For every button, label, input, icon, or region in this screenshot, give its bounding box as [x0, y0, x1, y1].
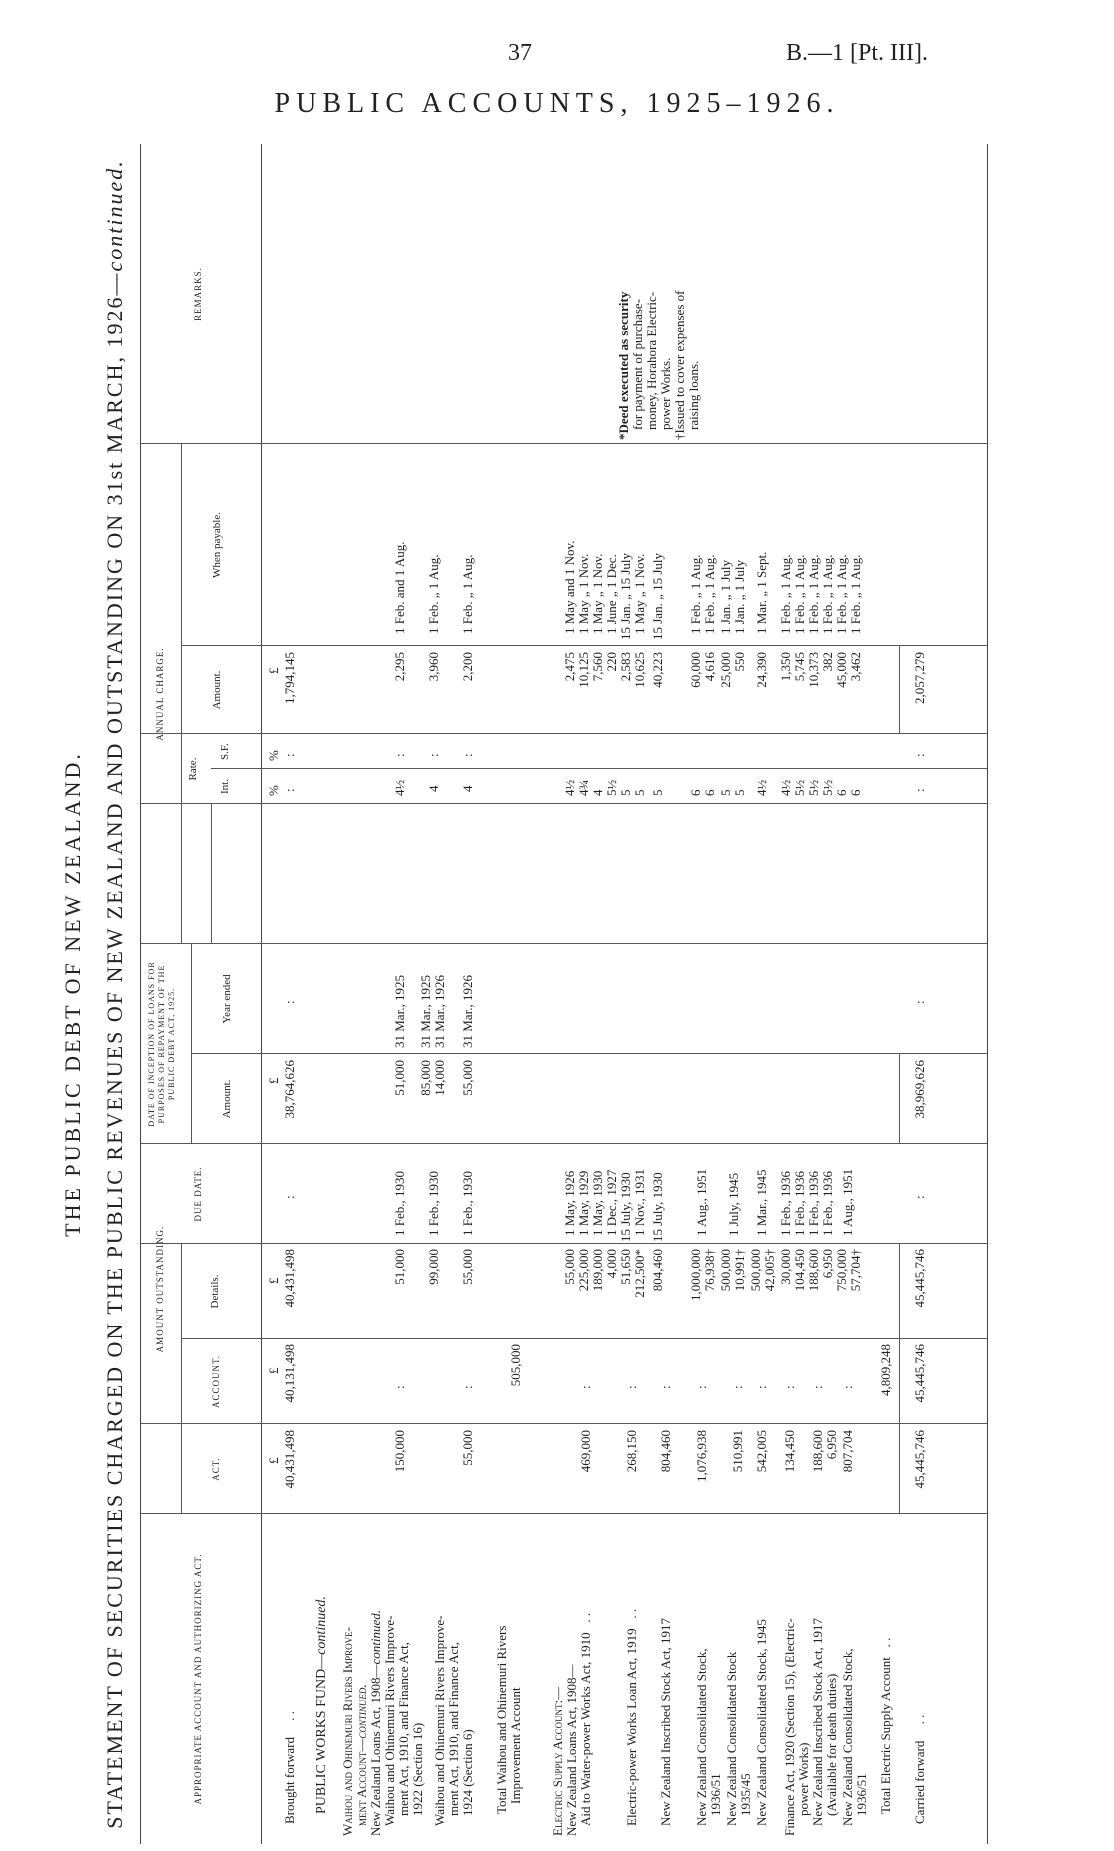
subsection-heading: Waihou and Ohinemuri Rivers Improve- [340, 1627, 355, 1836]
subsection-heading: Electric Supply Account:— [550, 1686, 565, 1836]
header-inception: DATE OF INCEPTION OF LOANS FOR PURPOSES OF REPAYMENT OF THE PUBLIC DEBT ACT, 1925. [147, 961, 176, 1127]
header-act: ACT. [211, 1457, 221, 1481]
page-number: 37 [508, 40, 532, 66]
header-account-col: ACCOUNT. [211, 1354, 221, 1409]
document-reference: B.—1 [Pt. III]. [786, 40, 928, 66]
header-when-payable: When payable. [211, 512, 223, 578]
table-subtitle: STATEMENT OF SECURITIES CHARGED ON THE PUBLIC REVENUES OF NEW ZEALAND AND OUTSTANDING ON 31st MARCH, 1926—continued. [102, 159, 127, 1829]
header-annual-amount: Amount. [211, 670, 223, 710]
table-title: THE PUBLIC DEBT OF NEW ZEALAND. [60, 751, 85, 1237]
header-inception-amount: Amount. [221, 1079, 233, 1119]
header-year-ended: Year ended [221, 974, 233, 1024]
page-header: PUBLIC ACCOUNTS, 1925–1926. [274, 88, 840, 119]
section-heading: PUBLIC WORKS FUND—continued. [314, 1596, 329, 1814]
header-details: Details. [209, 1274, 221, 1309]
header-amount-outstanding: AMOUNT OUTSTANDING. [155, 1225, 165, 1353]
header-sf: S.F. [219, 743, 231, 760]
header-due-date: DUE DATE. [193, 1166, 203, 1222]
header-account: APPROPRIATE ACCOUNT AND AUTHORIZING ACT. [193, 1553, 203, 1805]
debt-table: APPROPRIATE ACCOUNT AND AUTHORIZING ACT. AMOUNT OUTSTANDING. ACT. ACCOUNT. Details. DUE DATE. DATE OF INCEPTION OF LOANS FOR PURPOSES OF REPAYMENT OF THE PUBLIC DEBT ACT, 1925. Amount. Year ended ANNUAL CHARGE. Rate. Int. S.F. Amount. When payable. REMARKS. £ £ £ £ % % £ Brought forward . . 40,431,498 40,131,498 40,431,498 : 38,764,626 : : : 1,794,145 PUBLIC WORKS FUND—continued. Waihou and Ohinemuri Rivers Improve- ment Account—continued. New Zealand Loans Act, 1908—continued. 150,000 : 51,000 1 Feb., 1930 51,000 31 Mar., 1925 4½ : 2,295 1 Feb. and 1 Aug. Waihou and Ohinemuri Rivers Improve- ment Act, 1910, and Finance Act, 1922 (Section 16) 99,000 1 Feb., 1930 85,000 14,000 31 Mar., 1925 31 Mar., 1926 4 : 3,960 1 Feb. „ 1 Aug. Waihou and Ohinemuri Rivers Improve- ment Act, 1910, and Finance Act, 1924 (Section 6) 55,000 : 55,000 1 Feb., 1930 55,000 31 Mar., 1926 4 : 2,200 1 Feb. „ 1 Aug. Total Waihou and Ohinemuri Rivers Improvement Account 505,000 Electric Supply Account:— New Zealand Loans Act, 1908— Aid to Water-power Works Act, 1910 . . 469,000 : 55,000 225,000 189,000 1 May, 1926 1 May, 1929 1 May, 1930 4½ 4¾ 4 2,475 10,125 7,560 1 May and 1 Nov. 1 May „ 1 Nov. 1 May „ 1 Nov. Electric-power Works Loan Act, 1919 . . 268,150 : 4,000 51,650 212,500* 1 Dec., 1927 15 July, 1930 1 Nov., 1931 5½ 5 5 220 2,583 10,625 1 June „ 1 Dec. 15 Jan. „ 15 July 1 May „ 1 Nov. New Zealand Inscribed Stock Act, 1917 804,460 : 804,460 15 July, 1930 5 40,223 15 Jan. „ 15 July New Zealand Consolidated Stock, 1936/51 1,076,938 : 1,000,000 76,938† 1 Aug., 1951 6 6 60,000 4,616 1 Feb. „ 1 Aug. 1 Feb. „ 1 Aug. New Zealand Consolidated Stock 1935/45 510,991 : 500,000 10,991† 1 July, 1945 5 5 25,000 550 1 Jan. „ 1 July 1 Jan. „ 1 July New Zealand Consolidated Stock, 1945 542,005 : 500,000 42,005† 1 Mar., 1945 4½ 24,390 1 Mar. „ 1 Sept. Finance Act, 1920 (Section 15), (Electric- power Works) 134,450 : 30,000 104,450 1 Feb., 1936 1 Feb., 1936 4½ 5½ 1,350 5,745 1 Feb. „ 1 Aug. 1 Feb. „ 1 Aug. New Zealand Inscribed Stock Act, 1917 (Available for death duties) 188,600 6,950 : 188,600 6,950 1 Feb., 1936 1 Feb., 1936 5½ 5½ 10,373 382 1 Feb. „ 1 Aug. 1 Feb. „ 1 Aug. New Zealand Consolidated Stock, 1936/51 807,704 : 750,000 57,704† 1 Aug., 1951 6 6 45,000 3,462 1 Feb. „ 1 Aug. 1 Feb. „ 1 Aug. Total Electric Supply Account . . 4,809,248 Carried forward . . 45,445,746 45,445,746 45,445,746 : 38,969,626 : : : 2,057,279 *Deed executed as security for payment of purchase- money, Horahora Electric- power Works. †Issued to cover expenses of raising loans. [140, 144, 988, 1844]
header-rate: Rate. [187, 757, 199, 781]
header-annual-charge: ANNUAL CHARGE. [155, 647, 165, 741]
header-int: Int. [219, 779, 231, 794]
header-remarks: REMARKS. [193, 267, 203, 321]
rotated-table-page [60, 144, 1000, 1844]
